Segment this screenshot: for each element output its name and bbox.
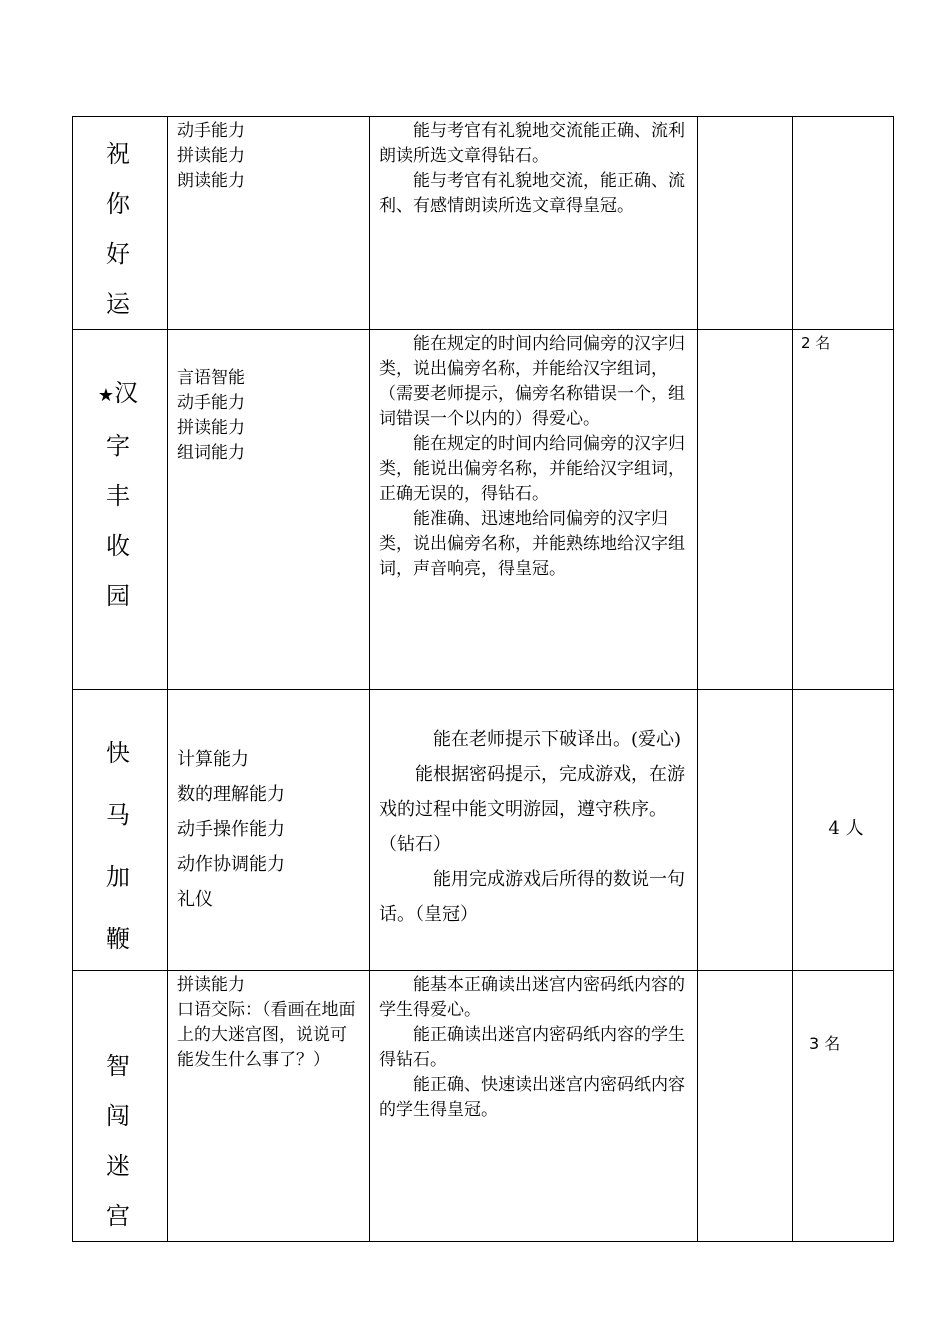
table-row — [73, 971, 894, 1242]
participant-count: 2 名 — [801, 334, 831, 352]
count-cell — [793, 971, 894, 1242]
activity-title-cell — [73, 690, 168, 971]
criteria-cell — [370, 330, 698, 690]
activity-title-cell — [73, 330, 168, 690]
ability-item: 动手能力 — [177, 393, 245, 413]
ability-item: 动手操作能力 — [177, 819, 285, 840]
criteria-paragraph: 能正确、快速读出迷宫内密码纸内容的学生得皇冠。 — [379, 1075, 685, 1120]
ability-item: 动作协调能力 — [177, 854, 285, 875]
criteria-paragraph: 能基本正确读出迷宫内密码纸内容的学生得爱心。 — [379, 975, 685, 1020]
ability-item: 动手能力 — [177, 121, 245, 141]
criteria-paragraph: 能在老师提示下破译出。(爱心) — [433, 729, 682, 750]
activity-title-cell — [73, 117, 168, 330]
ability-item: 计算能力 — [177, 749, 249, 770]
empty-cell — [698, 971, 793, 1242]
activity-title: 智 闯 迷 宫 — [106, 1052, 130, 1230]
criteria-cell — [370, 117, 698, 330]
criteria-paragraph: 能在规定的时间内给同偏旁的汉字归类，能说出偏旁名称，并能给汉字组词，正确无误的，得钻石。 — [379, 434, 685, 504]
count-cell — [793, 690, 894, 971]
participant-count: 4 人 — [828, 818, 864, 839]
ability-item: 拼读能力 — [177, 975, 245, 995]
empty-cell — [698, 690, 793, 971]
activity-title: ★汉 字 丰 收 园 — [97, 379, 139, 610]
activity-title: 祝 你 好 运 — [106, 140, 130, 318]
abilities-cell — [168, 117, 370, 330]
ability-item: 口语交际：（看画在地面上的大迷宫图，说说可能发生什么事了？） — [177, 1000, 356, 1070]
table-row — [73, 690, 894, 971]
criteria-paragraph: 能根据密码提示，完成游戏，在游戏的过程中能文明游园，遵守秩序。（钻石） — [379, 764, 685, 855]
criteria-cell — [370, 690, 698, 971]
criteria-cell — [370, 971, 698, 1242]
criteria-paragraph: 能与考官有礼貌地交流能正确、流利朗读所选文章得钻石。 — [379, 121, 685, 166]
criteria-paragraph: 能在规定的时间内给同偏旁的汉字归类，说出偏旁名称，并能给汉字组词，（需要老师提示，偏旁名称错误一个，组词错误一个以内的）得爱心。 — [379, 334, 685, 429]
table-row — [73, 330, 894, 690]
ability-item: 朗读能力 — [177, 171, 245, 191]
criteria-paragraph: 能用完成游戏后所得的数说一句话。（皇冠） — [379, 869, 685, 925]
activity-title-cell — [73, 971, 168, 1242]
participant-count: 3 名 — [809, 1034, 841, 1053]
abilities-cell — [168, 690, 370, 971]
criteria-paragraph: 能准确、迅速地给同偏旁的汉字归类，说出偏旁名称，并能熟练地给汉字组词，声音响亮，得皇冠。 — [379, 509, 685, 579]
criteria-paragraph: 能正确读出迷宫内密码纸内容的学生得钻石。 — [379, 1025, 685, 1070]
abilities-cell — [168, 330, 370, 690]
table-row — [73, 117, 894, 330]
count-cell — [793, 330, 894, 690]
ability-item: 拼读能力 — [177, 418, 245, 438]
ability-item: 言语智能 — [177, 368, 245, 388]
criteria-paragraph: 能与考官有礼貌地交流，能正确、流利、有感情朗读所选文章得皇冠。 — [379, 171, 685, 216]
count-cell — [793, 117, 894, 330]
activity-title: 快 马 加 鞭 — [106, 739, 130, 953]
activity-table — [72, 116, 894, 1242]
empty-cell — [698, 330, 793, 690]
ability-item: 礼仪 — [177, 889, 213, 910]
ability-item: 组词能力 — [177, 443, 245, 463]
ability-item: 数的理解能力 — [177, 784, 285, 805]
ability-item: 拼读能力 — [177, 146, 245, 166]
empty-cell — [698, 117, 793, 330]
abilities-cell — [168, 971, 370, 1242]
star-icon: ★ — [97, 385, 115, 406]
